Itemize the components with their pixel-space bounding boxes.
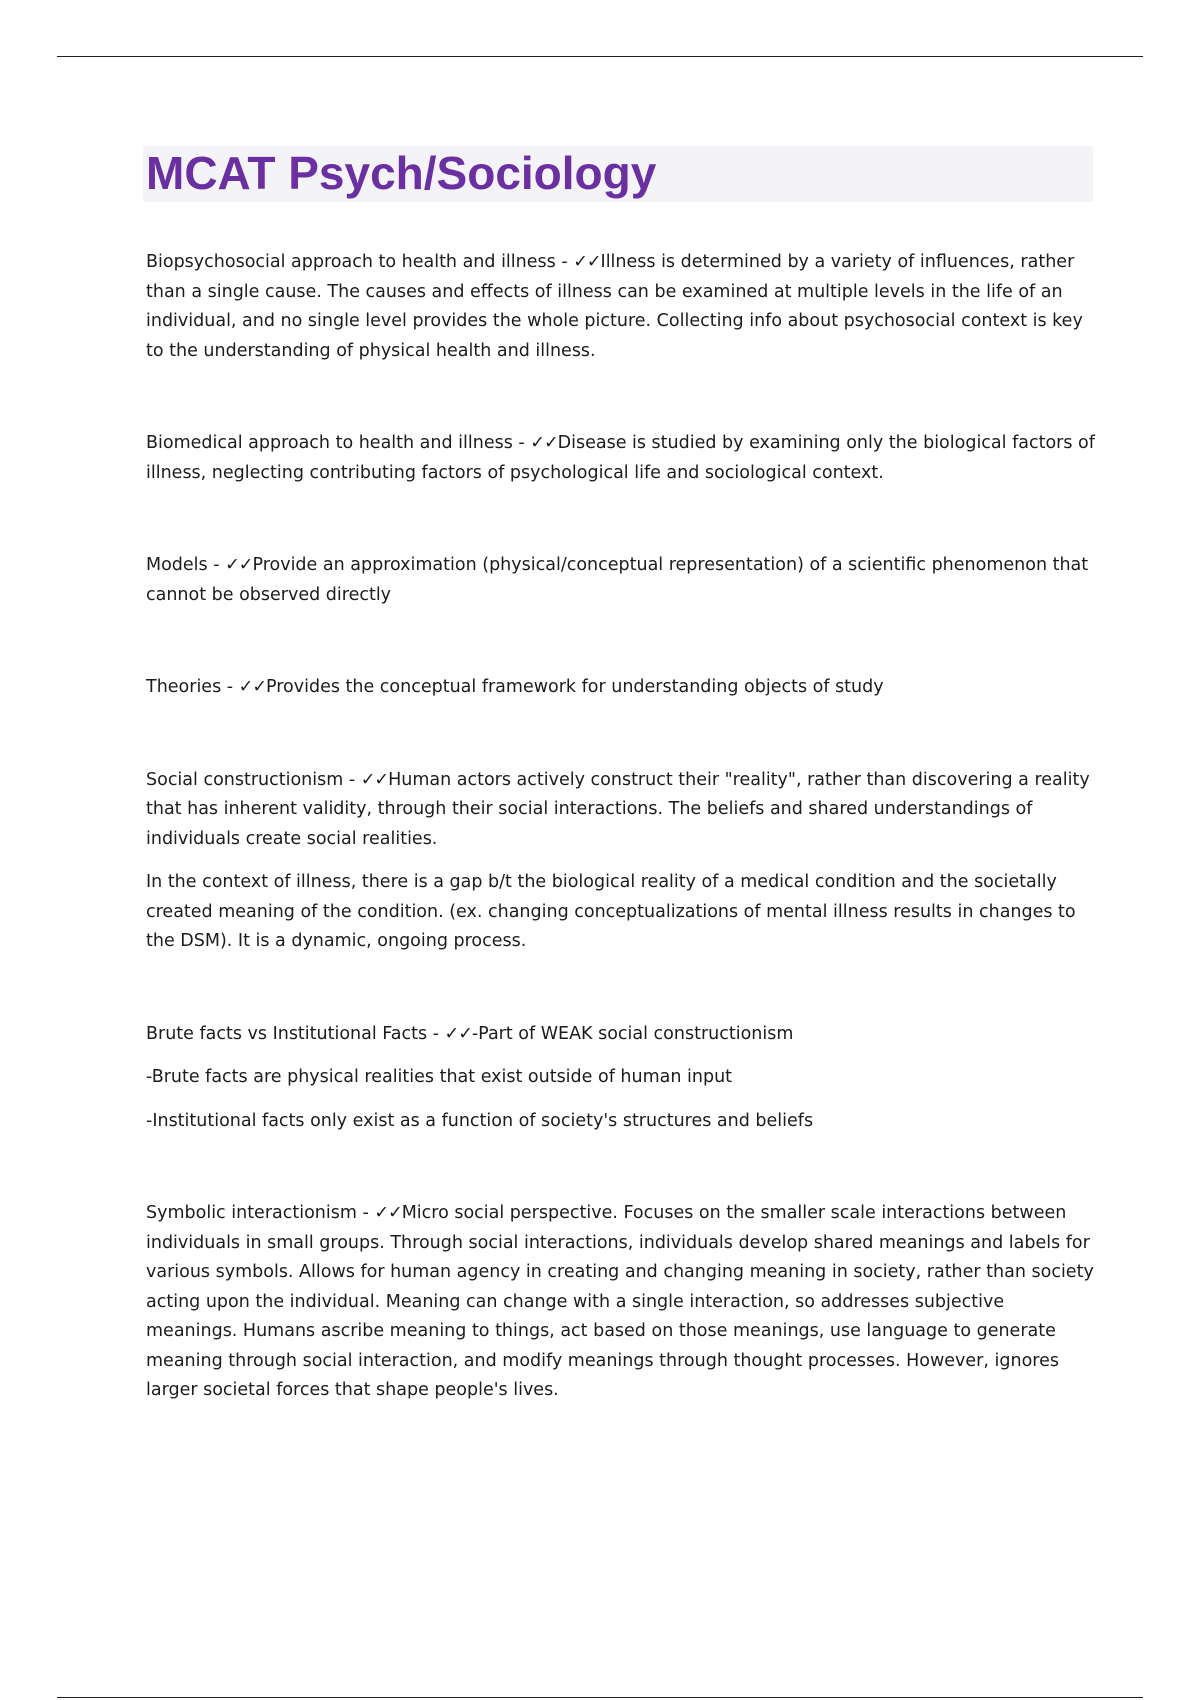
entry-biomedical [146,429,1096,488]
top-rule [57,56,1143,57]
entry-paragraph: In the context of illness, there is a gap b/t the biological reality of a medical condition and the societally created meaning of the condition. (ex. changing conceptualizations of mental illness results in changes to the DSM). It is a dynamic, ongoing process. [146,872,1076,951]
entry-definition: Human actors actively construct their "reality", rather than discovering a reality that has inherent validity, through their social interactions. The beliefs and shared understandings of individuals create social realities. [146,769,1090,849]
double-check-icon: ✓✓ [530,433,558,453]
entry-symbolic-interactionism [146,1199,1096,1406]
entry-term: Models [146,555,208,575]
entry-term: Biopsychosocial approach to health and illness [146,252,556,272]
entry-definition: Provides the conceptual framework for understanding objects of study [265,677,884,697]
bottom-rule [57,1697,1143,1698]
entry-social-constructionism [146,766,1096,957]
double-check-icon: ✓✓ [225,555,253,575]
entry-paragraph: Biomedical approach to health and illness - ✓✓Disease is studied by examining only the biological factors of illness, neglecting contributing factors of psychological life and sociological context. [146,433,1095,483]
entry-paragraph: Theories - ✓✓Provides the conceptual framework for understanding objects of study [146,677,884,697]
entry-spacer [146,610,1096,673]
entry-term: Symbolic interactionism [146,1203,357,1223]
entry-term: Brute facts vs Institutional Facts [146,1023,428,1044]
entry-definition: Disease is studied by examining only the biological factors of illness, neglecting contributing factors of psychological life and sociological context. [146,433,1095,483]
entry-term: Theories [146,677,222,697]
entry-spacer [146,1136,1096,1199]
double-check-icon: ✓✓ [360,769,389,790]
page-title: MCAT Psych/Sociology [146,147,657,199]
entry-spacer [146,957,1096,1020]
document-body [146,248,1096,1406]
entry-definition: -Part of WEAK social constructionism [471,1023,794,1044]
entry-definition: Illness is determined by a variety of influences, rather than a single cause. The causes and effects of illness can be examined at multiple levels in the life of an individual, and no single level provides the whole picture. Collecting info about psychosocial context is key to the understanding of physical health and illness. [146,252,1083,361]
entry-definition: Micro social perspective. Focuses on the smaller scale interactions between individuals in small groups. Through social interactions, individuals develop shared meanings and labels for various symbols. Allows for human agency in creating and changing meaning in society, rather than society acting upon the individual. Meaning can change with a single interaction, so addresses subjective meanings. Humans ascribe meaning to things, act based on those meanings, use language to generate meaning through social interaction, and modify meanings through thought processes. However, ignores larger societal forces that shape people's lives. [146,1203,1094,1400]
entry-spacer [146,366,1096,429]
entry-term: Biomedical approach to health and illness [146,433,513,453]
entry-paragraph: Social constructionism - ✓✓Human actors actively construct their "reality", rather than discovering a reality that has inherent validity, through their social interactions. The beliefs and shared understandings of individuals create social realities. [146,769,1090,849]
entry-spacer [146,488,1096,551]
entry-theories [146,673,1096,703]
double-check-icon: ✓✓ [444,1023,472,1044]
entry-biopsychosocial [146,248,1096,366]
entry-paragraph: Biopsychosocial approach to health and illness - ✓✓Illness is determined by a variety of influences, rather than a single cause. The causes and effects of illness can be examined at multiple levels in the life of an individual, and no single level provides the whole picture. Collecting info about psychosocial context is key to the understanding of physical health and illness. [146,252,1083,361]
entry-definition: Provide an approximation (physical/conceptual representation) of a scientific phenomenon that cannot be observed directly [146,555,1089,605]
double-check-icon: ✓✓ [238,677,266,697]
entry-paragraph: -Institutional facts only exist as a function of society's structures and beliefs [146,1110,814,1131]
entry-paragraph: -Brute facts are physical realities that exist outside of human input [146,1067,733,1087]
entry-brute-facts [146,1020,1096,1137]
double-check-icon: ✓✓ [374,1203,402,1223]
entry-term: Social constructionism [146,769,344,790]
entry-paragraph: Symbolic interactionism - ✓✓Micro social perspective. Focuses on the smaller scale interactions between individuals in small groups. Through social interactions, individuals develop shared meanings and labels for various symbols. Allows for human agency in creating and changing meaning in society, rather than society acting upon the individual. Meaning can change with a single interaction, so addresses subjective meanings. Humans ascribe meaning to things, act based on those meanings, use language to generate meaning through social interaction, and modify meanings through thought processes. However, ignores larger societal forces that shape people's lives. [146,1203,1094,1400]
double-check-icon: ✓✓ [573,252,601,272]
entry-paragraph: Brute facts vs Institutional Facts - ✓✓-Part of WEAK social constructionism [146,1023,794,1044]
entry-paragraph: Models - ✓✓Provide an approximation (physical/conceptual representation) of a scientific phenomenon that cannot be observed directly [146,555,1089,605]
entry-models [146,551,1096,610]
entry-spacer [146,703,1096,766]
